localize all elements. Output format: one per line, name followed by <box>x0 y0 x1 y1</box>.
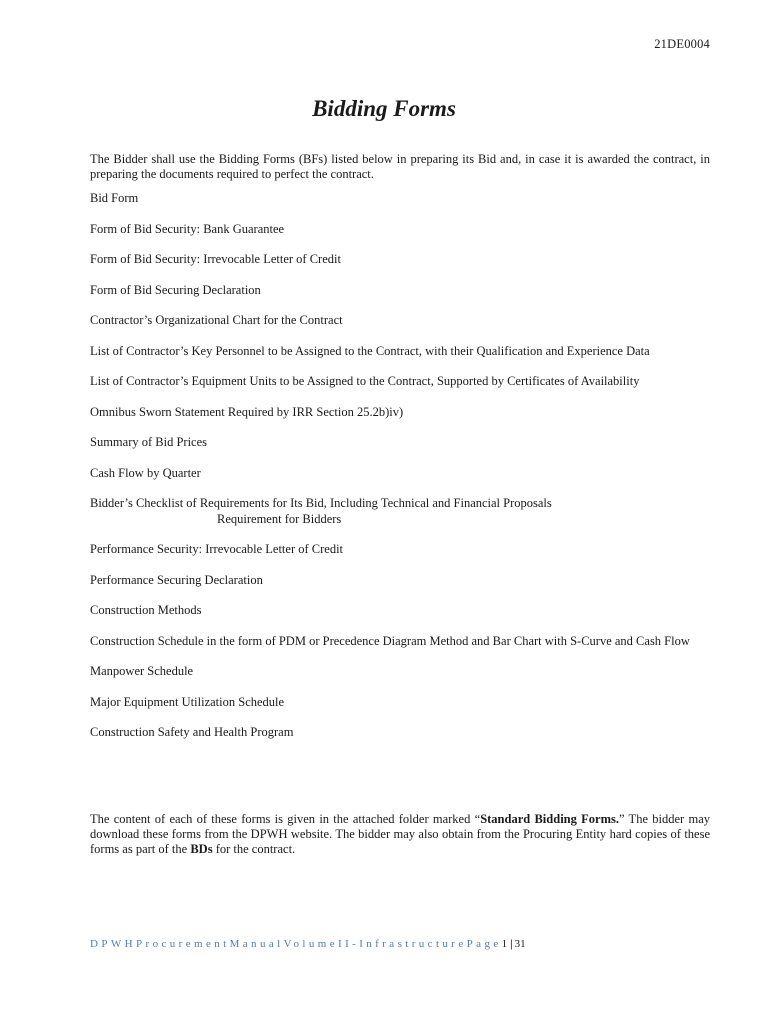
bds-label: BDs <box>190 842 213 856</box>
bidding-forms-list <box>90 191 710 756</box>
page-number: 1 <box>501 938 509 950</box>
closing-text: for the contract. <box>212 842 296 856</box>
page-footer <box>90 938 526 950</box>
list-item: Cash Flow by Quarter <box>90 465 201 480</box>
document-id: 21DE0004 <box>654 37 710 51</box>
page-separator: | <box>510 938 513 950</box>
footer-label: DPWHProcurementManualVolumeII-InfrastructurePage <box>90 938 502 950</box>
list-item: Form of Bid Security: Bank Guarantee <box>90 221 285 236</box>
list-item: Contractor’s Organizational Chart for the Contract <box>90 313 343 327</box>
list-item: Summary of Bid Prices <box>90 435 208 449</box>
list-item: Construction Safety and Health Program <box>90 725 294 739</box>
standard-bidding-forms-label: Standard Bidding Forms. <box>480 812 619 826</box>
closing-text: The content of each of these forms is given in the attached folder marked “ <box>90 812 481 826</box>
list-item: Major Equipment Utilization Schedule <box>90 694 285 709</box>
page-title: Bidding Forms <box>312 96 456 121</box>
list-item: Performance Security: Irrevocable Letter of Credit <box>90 542 344 556</box>
list-item: Construction Schedule in the form of PDM or Precedence Diagram Method and Bar Chart with S-Curve and Cash Flow <box>90 633 690 648</box>
intro-paragraph: The Bidder shall use the Bidding Forms (BFs) listed below in preparing its Bid and, in case it is awarded the contract, in preparing the documents required to perfect the contract. <box>90 152 710 181</box>
page-total: 31 <box>514 938 526 950</box>
list-item: Manpower Schedule <box>90 664 194 678</box>
list-item: Omnibus Sworn Statement Required by IRR Section 25.2b)iv) <box>90 404 404 419</box>
list-item: Form of Bid Securing Declaration <box>90 282 261 297</box>
list-item: Bidder’s Checklist of Requirements for Its Bid, Including Technical and Financial Proposals <box>90 496 552 510</box>
list-item: List of Contractor’s Key Personnel to be Assigned to the Contract, with their Qualification and Experience Data <box>90 343 650 358</box>
list-item-continuation: Requirement for Bidders <box>217 511 342 526</box>
list-item: List of Contractor’s Equipment Units to be Assigned to the Contract, Supported by Certificates of Availability <box>90 374 640 388</box>
list-item: Construction Methods <box>90 603 202 617</box>
list-item: Performance Securing Declaration <box>90 572 263 587</box>
closing-text: ” The bidder may download these forms from the DPWH website. The bidder may also obtain from the Procuring Entity hard copies of these forms as part of the <box>90 812 710 856</box>
list-item: Form of Bid Security: Irrevocable Letter of Credit <box>90 252 341 266</box>
closing-paragraph <box>90 812 710 857</box>
list-item: Bid Form <box>90 191 139 205</box>
